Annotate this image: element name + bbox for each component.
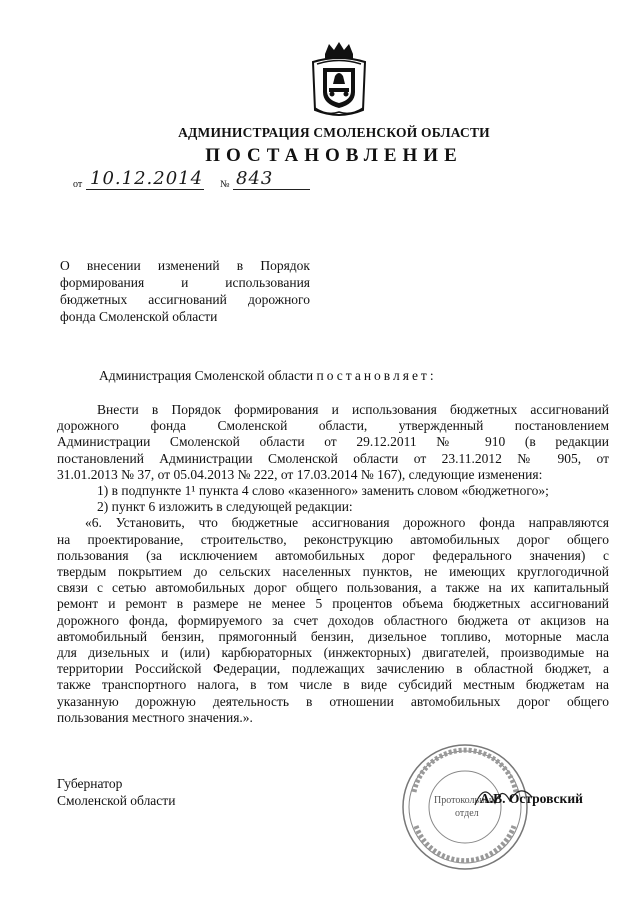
handwritten-date: 10.12.2014	[90, 168, 204, 189]
signatory-title-line: Смоленской области	[57, 793, 176, 808]
body-line: указанную дорожную деятельность в отношении автомобильных дорог общего	[57, 693, 609, 709]
body-line: 1) в подпункте 1¹ пункта 4 слово «казенного» заменить словом «бюджетного»;	[97, 483, 549, 499]
subject-line: О внесении изменений в Порядок	[60, 258, 310, 273]
body-line: территории Российской Федерации, подлежащих зачислению в областной бюджет, а	[57, 661, 609, 677]
organization-title: АДМИНИСТРАЦИЯ СМОЛЕНСКОЙ ОБЛАСТИ	[178, 125, 490, 140]
body-line: пользования (за исключением автомобильных дорог федерального значения) с	[57, 547, 609, 563]
subject-line: формирования и использования	[60, 275, 310, 290]
body-line: связи с сетью автомобильных дорог общего пользования, а также на их капитальный	[57, 580, 609, 596]
body-line: на проектирование, строительство, реконструкцию автомобильных дорог общего	[57, 531, 609, 547]
decree-verb: постановляет:	[316, 368, 437, 383]
subject-line: бюджетных ассигнований дорожного	[60, 292, 310, 307]
body-line: 31.01.2013 № 37, от 05.04.2013 № 222, от 17.03.2014 № 167), следующие изменения:	[57, 466, 543, 482]
body-line: пользования местного значения.».	[57, 709, 253, 725]
subject-line: фонда Смоленской области	[60, 309, 218, 324]
body-line: постановлений Администрации Смоленской области от 23.11.2012 № 905, от	[57, 450, 609, 466]
signatory-title	[57, 775, 175, 809]
coat-of-arms-emblem	[307, 40, 371, 122]
body-line: ремонт и ремонт в размере не менее 5 процентов объема бюджетных ассигнований	[57, 596, 609, 612]
body-line: 2) пункт 6 изложить в следующей редакции:	[97, 499, 353, 515]
subject-block	[60, 257, 310, 325]
body-line: Внести в Порядок формирования и использования бюджетных ассигнований	[97, 402, 609, 417]
body-line: дорожного фонда Смоленской области, утвержденный постановлением	[57, 418, 609, 434]
body-line: твердым покрытием до сельских населенных пунктов, не имеющих круглогодичной	[57, 564, 609, 580]
document-type-title: ПОСТАНОВЛЕНИЕ	[205, 145, 463, 166]
stamp-word: Протокольный	[434, 795, 497, 806]
decree-line	[99, 368, 437, 384]
number-label: №	[220, 179, 230, 190]
date-number-line	[73, 170, 313, 192]
body-line: «6. Установить, что бюджетные ассигнования дорожного фонда направляются	[85, 515, 609, 531]
body-line: также транспортного налога, в том числе в виде субсидий местным бюджетам на	[57, 677, 609, 693]
body-line: автомобильный бензин, прямогонный бензин, дизельное топливо, моторные масла	[57, 628, 609, 644]
date-underline	[86, 189, 204, 190]
body-line: для дизельных и (или) карбюраторных (инжекторных) двигателей, производимые на	[57, 645, 609, 661]
date-label: от	[73, 179, 83, 190]
handwritten-number: 843	[236, 168, 274, 189]
body-line: дорожного фонда, формируемого за счет доходов областного бюджета от акцизов на	[57, 612, 609, 628]
number-underline	[233, 189, 310, 190]
body-line: Администрации Смоленской области от 29.12.2011 № 910 (в редакции	[57, 434, 609, 450]
signatory-title-line: Губернатор	[57, 776, 123, 791]
decree-prefix: Администрация Смоленской области	[99, 368, 314, 383]
document-body	[57, 402, 609, 726]
signatory-name: А.В. Островский	[480, 791, 583, 806]
stamp-word: отдел	[455, 808, 479, 819]
